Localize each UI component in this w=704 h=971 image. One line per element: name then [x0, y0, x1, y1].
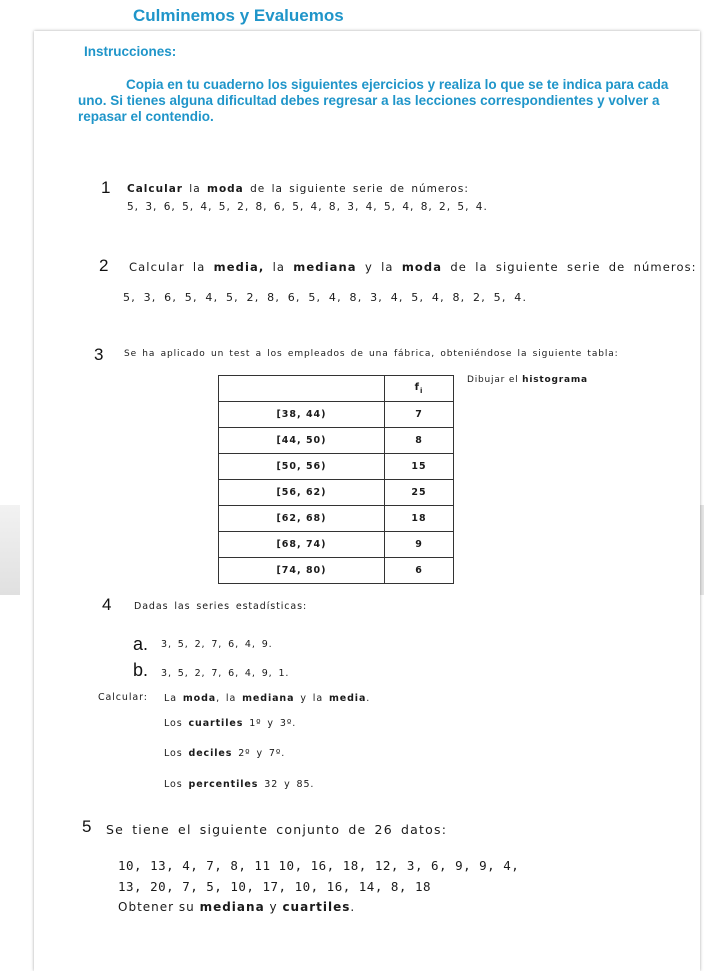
frequency-cell: 15	[385, 454, 454, 480]
series-a-label: a.	[133, 634, 149, 654]
series-b-label: b.	[133, 660, 149, 680]
table-row	[219, 506, 454, 532]
table-row	[219, 454, 454, 480]
interval-cell: [50, 56)	[219, 454, 385, 480]
question-5-prompt: Se tiene el siguiente conjunto de 26 datos:	[106, 822, 448, 837]
obtain-line: Obtener su mediana y cuartiles.	[118, 900, 356, 914]
instructions-heading: Instrucciones:	[84, 44, 177, 59]
question-2-number: 2	[99, 256, 109, 275]
frequency-cell: 7	[385, 402, 454, 428]
frequency-cell: 6	[385, 558, 454, 584]
calc-item-2: Los cuartiles 1º y 3º.	[164, 718, 297, 729]
interval-cell: [44, 50)	[219, 428, 385, 454]
question-1-series: 5, 3, 6, 5, 4, 5, 2, 8, 6, 5, 4, 8, 3, 4, 5, 4, 8, 2, 5, 4.	[127, 201, 488, 213]
question-4-number: 4	[102, 595, 112, 614]
calculate-label: Calcular:	[98, 692, 148, 703]
calc-item-1: La moda, la mediana y la media.	[164, 693, 371, 704]
q2-t1: Calcular la	[129, 260, 206, 274]
table-row	[219, 402, 454, 428]
question-3-prompt: Se ha aplicado un test a los empleados de una fábrica, obteniéndose la siguiente tabla:	[124, 349, 619, 359]
q2-moda: moda	[401, 260, 443, 274]
q1-la: la	[189, 183, 201, 195]
data-line-1: 10, 13, 4, 7, 8, 11 10, 16, 18, 12, 3, 6, 9, 9, 4,	[118, 858, 520, 873]
interval-cell: [62, 68)	[219, 506, 385, 532]
q2-mediana: mediana	[293, 260, 357, 274]
table-header-row	[219, 376, 454, 402]
q2-t2: la	[272, 260, 286, 274]
q3-draw: Dibujar el	[467, 375, 519, 385]
question-1-prompt	[127, 183, 469, 195]
instructions-text: Copia en tu cuaderno los siguientes ejercicios y realiza lo que se te indica para cada uno. Si tienes alguna dificultad debes regresar a las lecciones correspondientes y volver a repasar el contendio.	[78, 77, 669, 124]
q1-rest: de la siguiente serie de números:	[250, 183, 469, 195]
interval-cell: [68, 74)	[219, 532, 385, 558]
frequency-cell: 25	[385, 480, 454, 506]
q2-t4: de la siguiente serie de números:	[450, 260, 697, 274]
question-2-prompt	[129, 260, 697, 274]
question-4-prompt: Dadas las series estadísticas:	[134, 601, 308, 612]
background-shade-left	[0, 505, 20, 595]
q2-media: media,	[213, 260, 265, 274]
interval-cell: [38, 44)	[219, 402, 385, 428]
question-2-series: 5, 3, 6, 5, 4, 5, 2, 8, 6, 5, 4, 8, 3, 4, 5, 4, 8, 2, 5, 4.	[123, 291, 528, 304]
calc-item-3: Los deciles 2º y 7º.	[164, 748, 286, 759]
frequency-cell: 9	[385, 532, 454, 558]
table-header-interval	[219, 376, 385, 402]
frequency-cell: 8	[385, 428, 454, 454]
q3-draw-bold: histograma	[522, 375, 588, 385]
question-3-number: 3	[94, 345, 104, 364]
table-row	[219, 558, 454, 584]
table-row	[219, 532, 454, 558]
q1-calc: Calcular	[127, 183, 183, 195]
q2-t3: y la	[364, 260, 394, 274]
frequency-cell: 18	[385, 506, 454, 532]
table-row	[219, 480, 454, 506]
table-row	[219, 428, 454, 454]
exercise-sheet	[34, 31, 700, 971]
question-5-data	[118, 855, 519, 918]
table-header-frequency: $f_i$	[385, 376, 454, 402]
calc-item-4: Los percentiles 32 y 85.	[164, 779, 315, 790]
interval-cell: [74, 80)	[219, 558, 385, 584]
series-b-values: 3, 5, 2, 7, 6, 4, 9, 1.	[161, 668, 290, 679]
histogram-instruction	[467, 375, 588, 385]
question-5-number: 5	[82, 817, 92, 836]
frequency-table	[218, 375, 454, 584]
data-line-2: 13, 20, 7, 5, 10, 17, 10, 16, 14, 8, 18	[118, 879, 431, 894]
interval-cell: [56, 62)	[219, 480, 385, 506]
page-title: Culminemos y Evaluemos	[133, 6, 344, 25]
series-a-values: 3, 5, 2, 7, 6, 4, 9.	[161, 639, 273, 650]
question-1-number: 1	[101, 178, 111, 197]
q1-moda: moda	[207, 183, 244, 195]
